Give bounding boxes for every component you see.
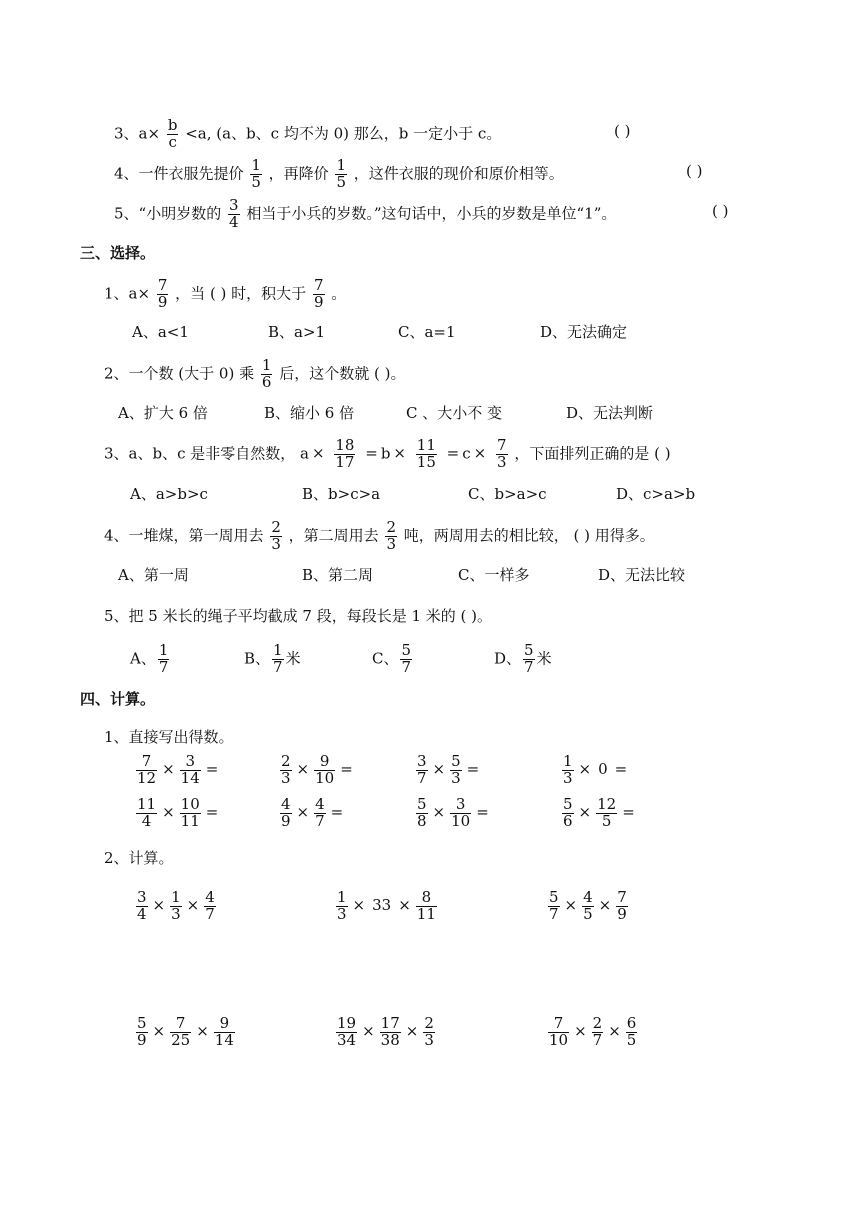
choice-q1-option-a[interactable]: A、a<1 xyxy=(132,323,189,341)
fraction: $\frac{7}{10}$ xyxy=(549,1014,569,1049)
fraction: $\frac{17}{38}$ xyxy=(380,1014,400,1049)
fraction: $\frac{4}{7}$ xyxy=(315,795,325,830)
choice-q4: 4、一堆煤，第一周用去 $\frac{2}{3}$ ，第二周用去 $\frac{2}{3}$ 吨，两周用去的相比较， ( ) 用得多。 xyxy=(104,518,655,553)
times-sign: × xyxy=(162,760,175,779)
choice-q5: 5、把 5 米长的绳子平均截成 7 段，每段长是 1 米的 ( )。 xyxy=(104,607,493,625)
equals-sign: = xyxy=(340,760,353,779)
judge-q3: 3、a× $\frac{b}{c}$ <a, (a、b、c 均不为 0) 那么，b 一定小于 c。 xyxy=(114,116,502,151)
times-sign: × xyxy=(598,896,612,915)
number: 33 xyxy=(372,896,392,915)
fraction: $\frac{7}{25}$ xyxy=(171,1014,191,1049)
fraction: $\frac{2}{7}$ xyxy=(592,1014,603,1049)
fraction: $\frac{3}{4}$ xyxy=(229,196,239,231)
times-sign: × xyxy=(405,1022,419,1041)
times-sign: × xyxy=(608,1022,621,1041)
calc-expression[interactable] xyxy=(334,1016,437,1049)
fraction: $\frac{1}{3}$ xyxy=(563,752,573,787)
choice-q2-option-a[interactable]: A、扩大 6 倍 xyxy=(118,404,208,422)
fraction: $\frac{5}{7}$ xyxy=(549,888,559,923)
direct-calc-item[interactable] xyxy=(134,754,221,787)
calc-expression[interactable] xyxy=(546,890,630,923)
times-sign: × xyxy=(162,803,175,822)
equals-sign: = xyxy=(476,803,489,822)
judge-q3-bracket[interactable]: ( ) xyxy=(614,122,631,140)
fraction: $\frac{4}{9}$ xyxy=(281,795,291,830)
choice-q3-option-b[interactable]: B、b>c>a xyxy=(302,485,381,503)
times-sign: × xyxy=(432,760,446,779)
direct-calc-item[interactable] xyxy=(134,797,221,830)
equals-sign: = xyxy=(466,760,480,779)
fraction: $\frac{2}{3}$ xyxy=(271,518,281,553)
equals-sign: = xyxy=(205,803,219,822)
judge-q4-bracket[interactable]: ( ) xyxy=(686,162,703,180)
times-sign: × xyxy=(362,1022,375,1041)
choice-q4-option-d[interactable]: D、无法比较 xyxy=(598,566,686,584)
times-sign: × xyxy=(578,803,592,822)
section-title-calc: 四、计算。 xyxy=(80,690,156,708)
direct-calc-item[interactable] xyxy=(278,754,356,787)
fraction: $\frac{6}{5}$ xyxy=(626,1014,637,1049)
fraction: $\frac{3}{10}$ xyxy=(451,795,471,830)
judge-q4: 4、一件衣服先提价 $\frac{1}{5}$ ，再降价 $\frac{1}{5}$ ，这件衣服的现价和原价相等。 xyxy=(114,156,564,191)
fraction: $\frac{5}{6}$ xyxy=(563,795,573,830)
equals-sign: = xyxy=(205,760,219,779)
fraction: $\frac{19}{34}$ xyxy=(337,1014,357,1049)
calc-sub2-title: 2、计算。 xyxy=(104,849,174,867)
choice-q1-option-c[interactable]: C、a=1 xyxy=(398,323,456,341)
choice-q1: 1、a× $\frac{7}{9}$ ，当 ( ) 时，积大于 $\frac{7}{9}$ 。 xyxy=(104,276,347,311)
choice-q5-option-a[interactable]: A、 $\frac{1}{7}$ xyxy=(130,641,169,676)
times-sign: × xyxy=(352,896,366,915)
choice-q2-option-c[interactable]: C 、大小不 变 xyxy=(406,404,503,422)
direct-calc-item[interactable] xyxy=(414,797,492,830)
fraction: $\frac{11}{15}$ xyxy=(416,436,436,471)
choice-q4-option-a[interactable]: A、第一周 xyxy=(118,566,189,584)
fraction: $\frac{3}{7}$ xyxy=(417,752,427,787)
choice-q3-option-c[interactable]: C、b>a>c xyxy=(468,485,547,503)
fraction: $\frac{2}{3}$ xyxy=(424,1014,434,1049)
times-sign: × xyxy=(152,896,166,915)
fraction: $\frac{1}{3}$ xyxy=(171,888,181,923)
choice-q3-option-a[interactable]: A、a>b>c xyxy=(130,485,208,503)
fraction: $\frac{1}{5}$ xyxy=(251,156,261,191)
fraction: $\frac{2}{3}$ xyxy=(386,518,396,553)
fraction: $\frac{b}{c}$ xyxy=(167,116,178,151)
fraction: $\frac{5}{8}$ xyxy=(417,795,427,830)
times-sign: × xyxy=(196,1022,209,1041)
times-sign: × xyxy=(296,760,310,779)
direct-calc-item[interactable] xyxy=(414,754,482,787)
times-sign: × xyxy=(296,803,310,822)
fraction: $\frac{12}{5}$ xyxy=(597,795,617,830)
choice-q2-option-d[interactable]: D、无法判断 xyxy=(566,404,654,422)
fraction: $\frac{7}{9}$ xyxy=(313,276,324,311)
section-title-choice: 三、选择。 xyxy=(80,244,156,262)
calc-expression[interactable] xyxy=(134,1016,237,1049)
choice-q1-option-b[interactable]: B、a>1 xyxy=(268,323,326,341)
choice-q5-option-d[interactable]: D、 $\frac{5}{7}$ 米 xyxy=(494,641,552,676)
fraction: $\frac{5}{7}$ xyxy=(401,641,412,676)
fraction: $\frac{1}{7}$ xyxy=(273,641,283,676)
choice-q2: 2、一个数 (大于 0) 乘 $\frac{1}{6}$ 后，这个数就 ( )。 xyxy=(104,356,406,391)
choice-q4-option-c[interactable]: C、一样多 xyxy=(458,566,530,584)
fraction: $\frac{9}{10}$ xyxy=(315,752,335,787)
fraction: $\frac{8}{11}$ xyxy=(416,888,436,923)
times-sign: × xyxy=(574,1022,587,1041)
fraction: $\frac{1}{3}$ xyxy=(337,888,347,923)
times-sign: × xyxy=(186,896,200,915)
fraction: $\frac{3}{4}$ xyxy=(137,888,147,923)
fraction: $\frac{5}{3}$ xyxy=(451,752,461,787)
fraction: $\frac{1}{7}$ xyxy=(158,641,169,676)
fraction: $\frac{3}{14}$ xyxy=(180,752,200,787)
fraction: $\frac{5}{7}$ xyxy=(524,641,534,676)
equals-sign: = xyxy=(622,803,635,822)
fraction: $\frac{7}{12}$ xyxy=(137,752,157,787)
fraction: $\frac{7}{9}$ xyxy=(157,276,168,311)
times-sign: × xyxy=(432,803,446,822)
times-sign: × xyxy=(564,896,578,915)
choice-q5-option-c[interactable]: C、 $\frac{5}{7}$ xyxy=(372,641,412,676)
fraction: $\frac{10}{11}$ xyxy=(180,795,200,830)
choice-q1-option-d[interactable]: D、无法确定 xyxy=(540,323,628,341)
number: 0 xyxy=(598,760,608,779)
calc-expression[interactable] xyxy=(134,890,218,923)
times-sign: × xyxy=(578,760,592,779)
fraction: $\frac{4}{7}$ xyxy=(205,888,215,923)
fraction: $\frac{9}{14}$ xyxy=(214,1014,234,1049)
judge-q5: 5、“小明岁数的 $\frac{3}{4}$ 相当于小兵的岁数。”这句话中，小兵的岁数是单位“1”。 xyxy=(114,196,617,231)
equals-sign: = xyxy=(330,803,344,822)
calc-expression[interactable] xyxy=(334,890,439,923)
calc-sub1-title: 1、直接写出得数。 xyxy=(104,728,234,746)
calc-expression[interactable] xyxy=(546,1016,639,1049)
equals-sign: = xyxy=(614,760,628,779)
fraction: $\frac{5}{9}$ xyxy=(137,1014,147,1049)
choice-q4-option-b[interactable]: B、第二周 xyxy=(302,566,374,584)
fraction: $\frac{1}{5}$ xyxy=(336,156,346,191)
fraction: $\frac{7}{9}$ xyxy=(617,888,627,923)
fraction: $\frac{4}{5}$ xyxy=(583,888,593,923)
choice-q2-option-b[interactable]: B、缩小 6 倍 xyxy=(264,404,355,422)
fraction: $\frac{11}{4}$ xyxy=(137,795,157,830)
direct-calc-item[interactable] xyxy=(560,754,630,787)
choice-q3: 3、a、b、c 是非零自然数， a × $\frac{18}{17}$ = b × $\frac{11}{15}$ = c × $\frac{7}{3}$ ，下面排列正确的是 ( ) xyxy=(104,436,671,471)
choice-q5-option-b[interactable]: B、 $\frac{1}{7}$ 米 xyxy=(244,641,301,676)
times-sign: × xyxy=(152,1022,166,1041)
fraction: $\frac{7}{3}$ xyxy=(497,436,507,471)
choice-q3-option-d[interactable]: D、c>a>b xyxy=(616,485,696,503)
fraction: $\frac{2}{3}$ xyxy=(281,752,291,787)
times-sign: × xyxy=(398,896,411,915)
judge-q5-bracket[interactable]: ( ) xyxy=(712,202,729,220)
direct-calc-item[interactable] xyxy=(278,797,346,830)
fraction: $\frac{18}{17}$ xyxy=(335,436,355,471)
direct-calc-item[interactable] xyxy=(560,797,638,830)
fraction: $\frac{1}{6}$ xyxy=(261,356,272,391)
